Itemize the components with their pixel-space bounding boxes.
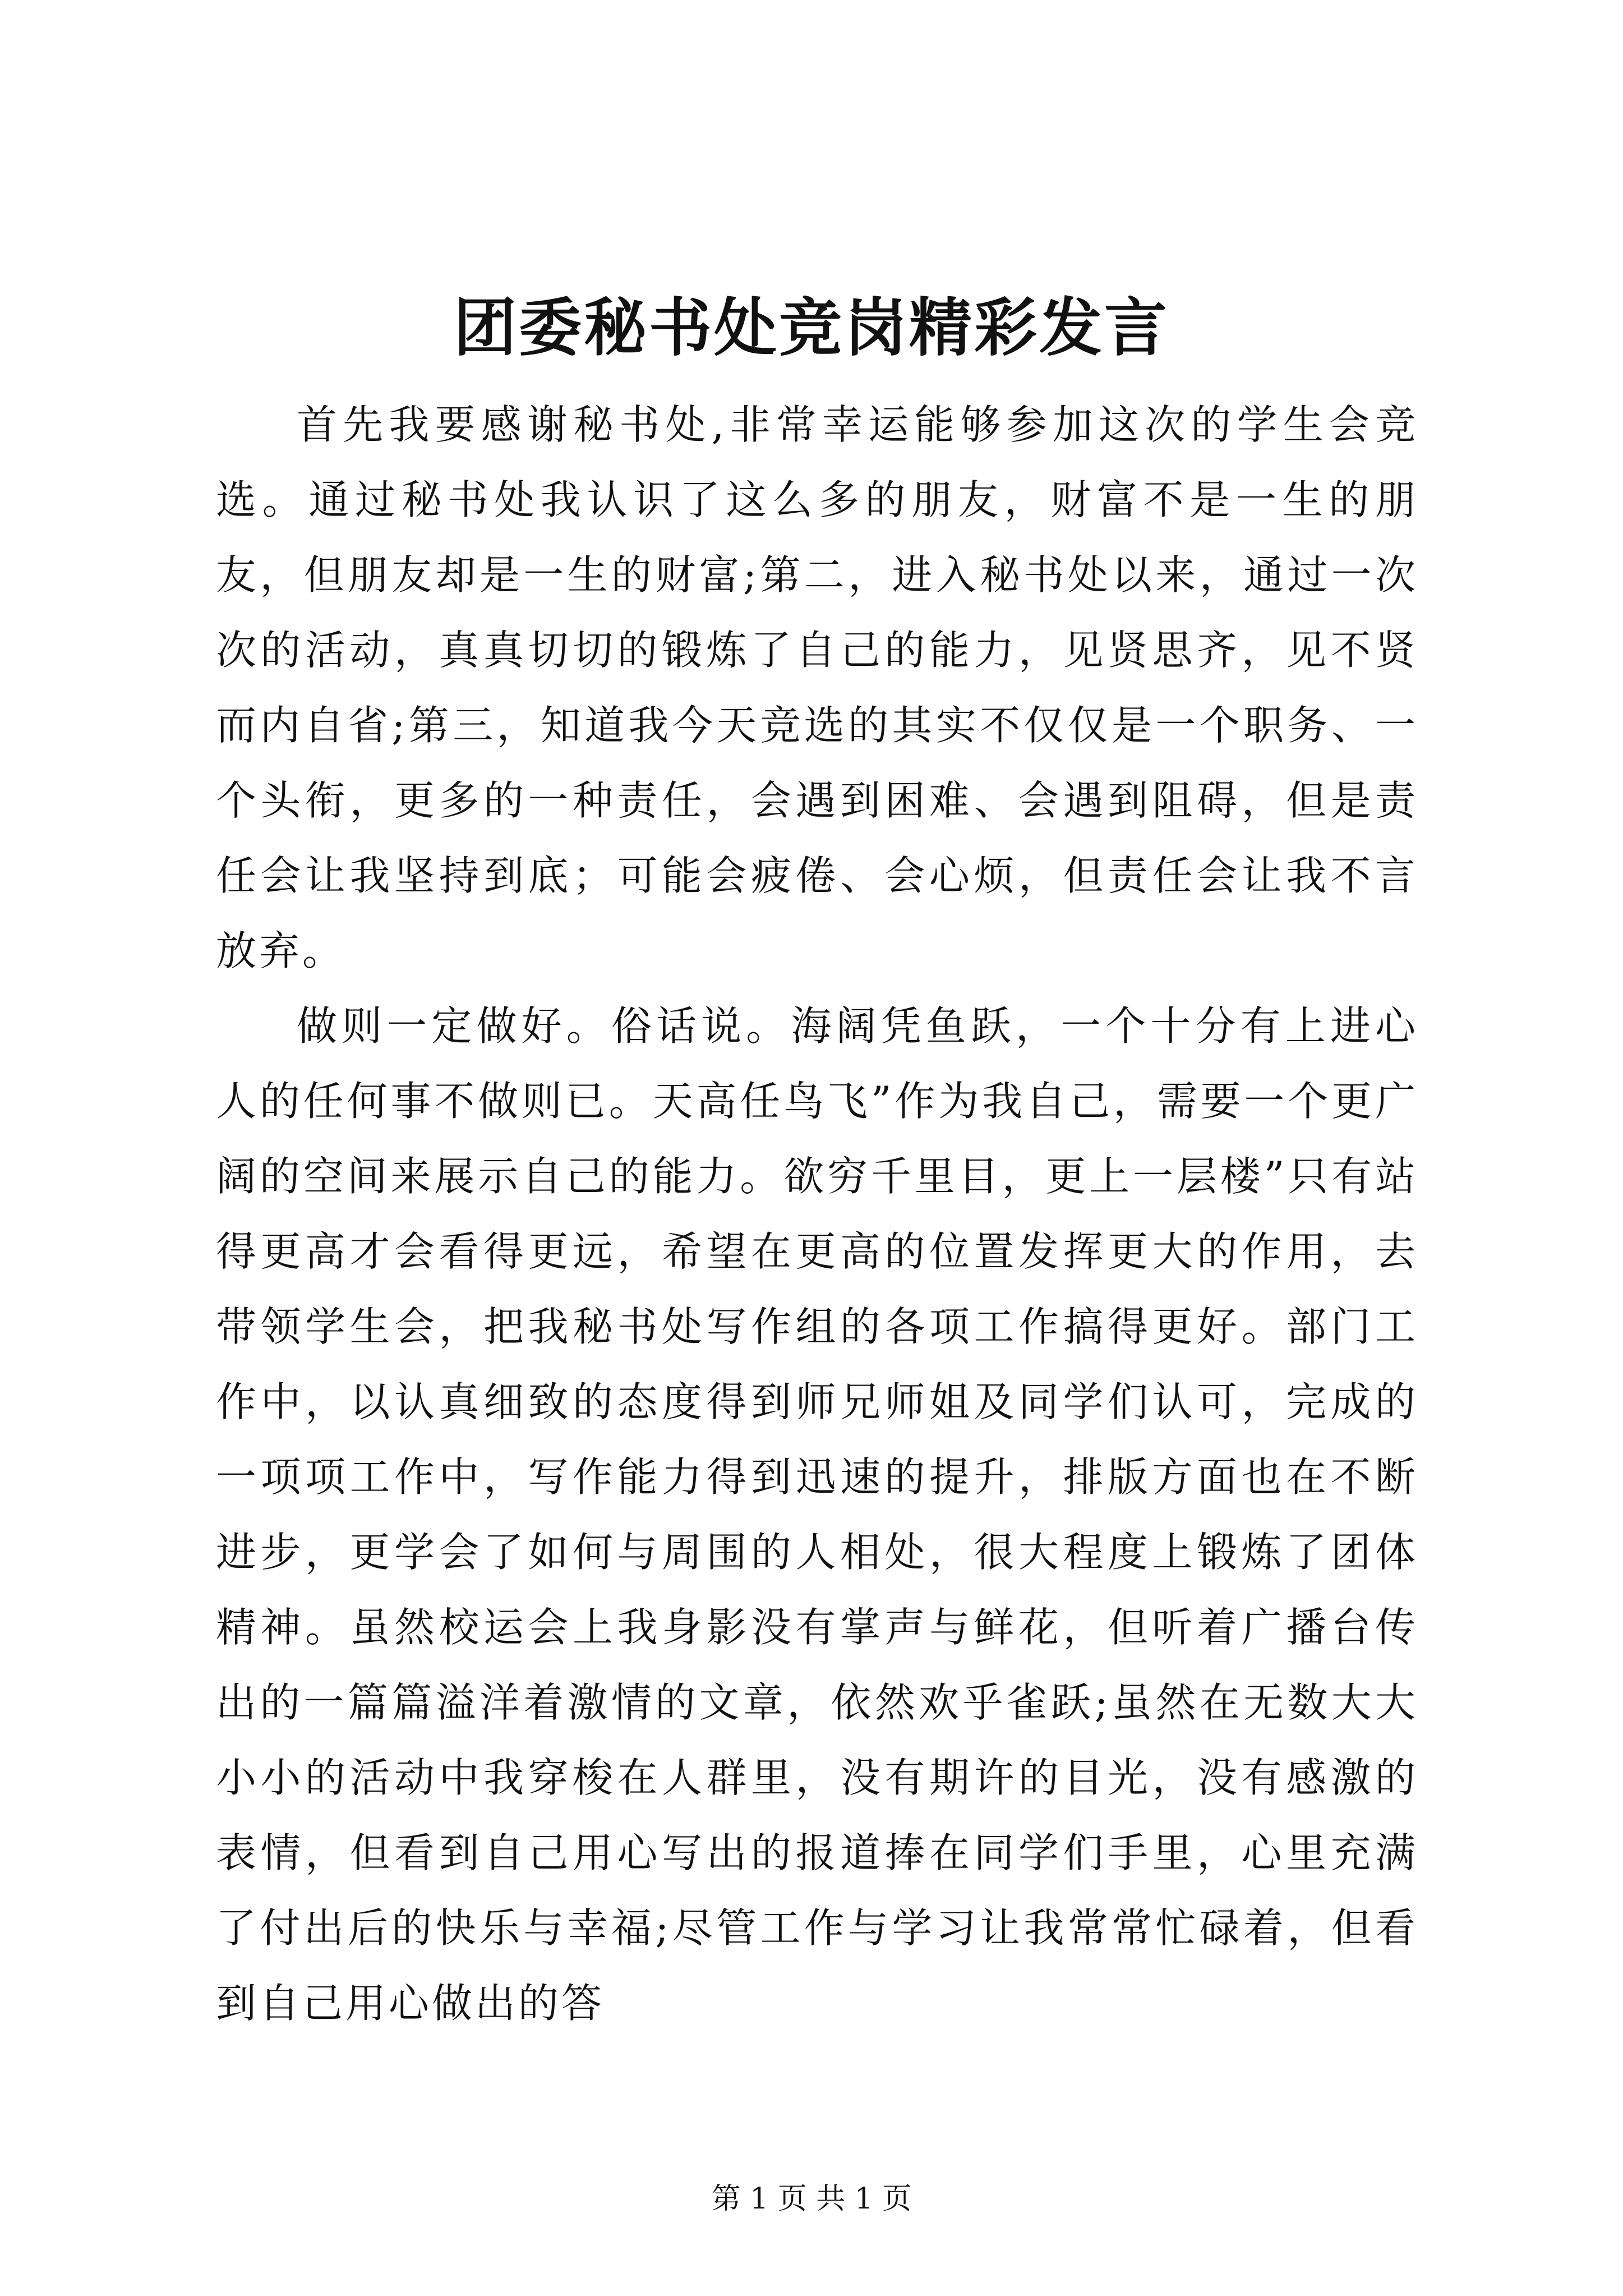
paragraph-2: 做则一定做好。俗话说。海阔凭鱼跃，一个十分有上进心人的任何事不做则已。天高任鸟飞”作为我自己，需要一个更广阔的空间来展示自己的能力。欲穷千里目，更上一层楼”只有站得更高才会看得更远，希望在更高的位置发挥更大的作用，去带领学生会，把我秘书处写作组的各项工作搞得更好。部门工作中，以认真细致的态度得到师兄师姐及同学们认可，完成的一项项工作中，写作能力得到迅速的提升，排版方面也在不断进步，更学会了如何与周围的人相处，很大程度上锻炼了团体精神。虽然校运会上我身影没有掌声与鲜花，但听着广播台传出的一篇篇溢洋着激情的文章，依然欢乎雀跃;虽然在无数大大小小的活动中我穿梭在人群里，没有期许的目光，没有感激的表情，但看到自己用心写出的报道捧在同学们手里，心里充满了付出后的快乐与幸福;尽管工作与学习让我常常忙碌着，但看到自己用心做出的答: [216, 1002, 1418, 2027]
paragraph-1: 首先我要感谢秘书处,非常幸运能够参加这次的学生会竞选。通过秘书处我认识了这么多的朋友，财富不是一生的朋友，但朋友却是一生的财富;第二，进入秘书处以来，通过一次次的活动，真真切切的锻炼了自己的能力，见贤思齐，见不贤而内自省;第三，知道我今天竞选的其实不仅仅是一个职务、一个头衔，更多的一种责任，会遇到困难、会遇到阻碍，但是责任会让我坚持到底；可能会疲倦、会心烦，但责任会让我不言放弃。: [216, 401, 1418, 974]
document-title: 团委秘书处竞岗精彩发言: [454, 291, 1169, 365]
document-body: [216, 387, 1418, 2041]
page-number-footer: 第 1 页 共 1 页: [711, 2182, 912, 2216]
